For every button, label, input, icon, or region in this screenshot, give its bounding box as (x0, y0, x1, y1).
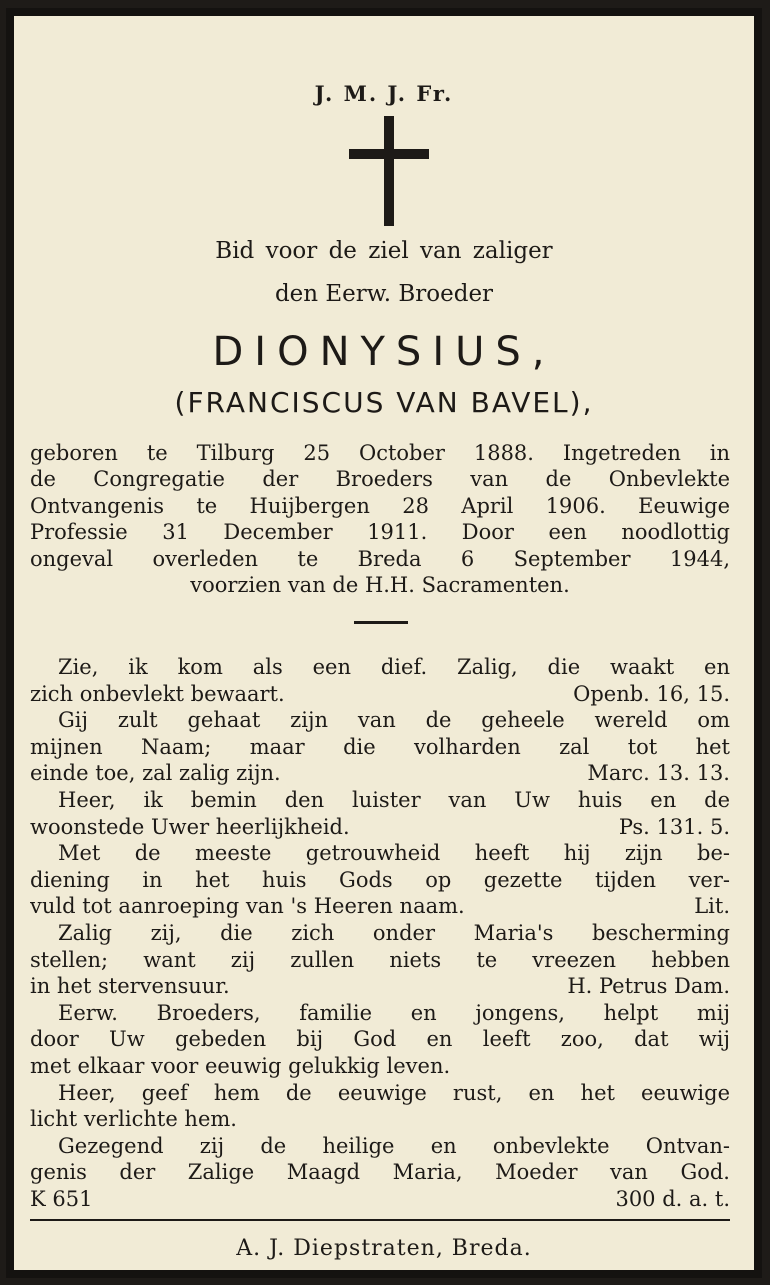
text-line (30, 760, 730, 787)
biography-line: Ontvangenis te Huijbergen 28 April 1906. Eeuwige (30, 493, 730, 518)
memorial-card (6, 8, 762, 1278)
text-line: mijnen Naam; maar die volharden zal tot het (30, 734, 730, 759)
latin-cross-icon (349, 116, 429, 226)
biography-line: Professie 31 December 1911. Door een noodlottig (30, 520, 730, 545)
scripture-reference: Lit. (694, 894, 730, 919)
text-line: Met de meeste getrouwheid heeft hij zijn be- (58, 841, 730, 866)
text-line: Gezegend zij de heilige en onbevlekte Ontvan- (58, 1133, 730, 1158)
biography-line: ongeval overleden te Breda 6 September 1944, (30, 546, 730, 571)
text-line (30, 973, 730, 1000)
scripture-texts (30, 654, 730, 1212)
text-line-body: vuld tot aanroeping van 's Heeren naam. (30, 894, 465, 919)
text-line: Zalig zij, die zich onder Maria's bescherming (58, 920, 730, 945)
text-line: Heer, ik bemin den luister van Uw huis en de (58, 787, 730, 812)
biography-line: geboren te Tilburg 25 October 1888. Ingetreden in (30, 441, 730, 465)
text-line (30, 893, 730, 920)
text-line: genis der Zalige Maagd Maria, Moeder van God. (30, 1160, 730, 1185)
text-line (30, 681, 730, 708)
biography-line: de Congregatie der Broeders van de Onbevlekte (30, 467, 730, 492)
civil-name: (FRANCISCUS VAN BAVEL), (174, 386, 594, 419)
text-line-body: einde toe, zal zalig zijn. (30, 761, 281, 786)
footer-divider (30, 1219, 730, 1221)
religious-title: den Eerw. Broeder (274, 281, 494, 307)
monogram: J. M. J. Fr. (314, 81, 454, 106)
text-line-body: woonstede Uwer heerlijkheid. (30, 814, 350, 839)
indulgence: 300 d. a. t. (615, 1186, 730, 1211)
text-line: diening in het huis Gods op gezette tijden ver- (30, 867, 730, 892)
biography-line: voorzien van de H.H. Sacramenten. (190, 573, 570, 598)
text-line (30, 814, 730, 841)
card-code: K 651 (30, 1186, 93, 1211)
scripture-reference: Marc. 13. 13. (587, 761, 730, 786)
text-line: licht verlichte hem. (30, 1107, 237, 1132)
printer-imprint: A. J. Diepstraten, Breda. (236, 1236, 532, 1261)
prayer-request: Bid voor de ziel van zaliger (215, 238, 553, 264)
religious-name: DIONYSIUS, (212, 329, 556, 375)
text-line-body: zich onbevlekt bewaart. (30, 681, 285, 706)
biography (30, 440, 730, 598)
text-line: Eerw. Broeders, familie en jongens, helpt mij (58, 1000, 730, 1025)
text-line: Zie, ik kom als een dief. Zalig, die waakt en (58, 655, 730, 679)
scripture-reference: H. Petrus Dam. (567, 974, 730, 999)
text-line: stellen; want zij zullen niets te vreezen hebben (30, 947, 730, 972)
text-line-body: in het stervensuur. (30, 974, 230, 999)
text-line: Heer, geef hem de eeuwige rust, en het eeuwige (58, 1080, 730, 1105)
text-line: Gij zult gehaat zijn van de geheele wereld om (58, 708, 730, 733)
divider (354, 621, 408, 624)
card-footer-line (30, 1186, 730, 1213)
scripture-reference: Openb. 16, 15. (573, 681, 730, 706)
text-line: met elkaar voor eeuwig gelukkig leven. (30, 1053, 451, 1078)
scripture-reference: Ps. 131. 5. (618, 814, 730, 839)
text-line: door Uw gebeden bij God en leeft zoo, dat wij (30, 1027, 730, 1052)
